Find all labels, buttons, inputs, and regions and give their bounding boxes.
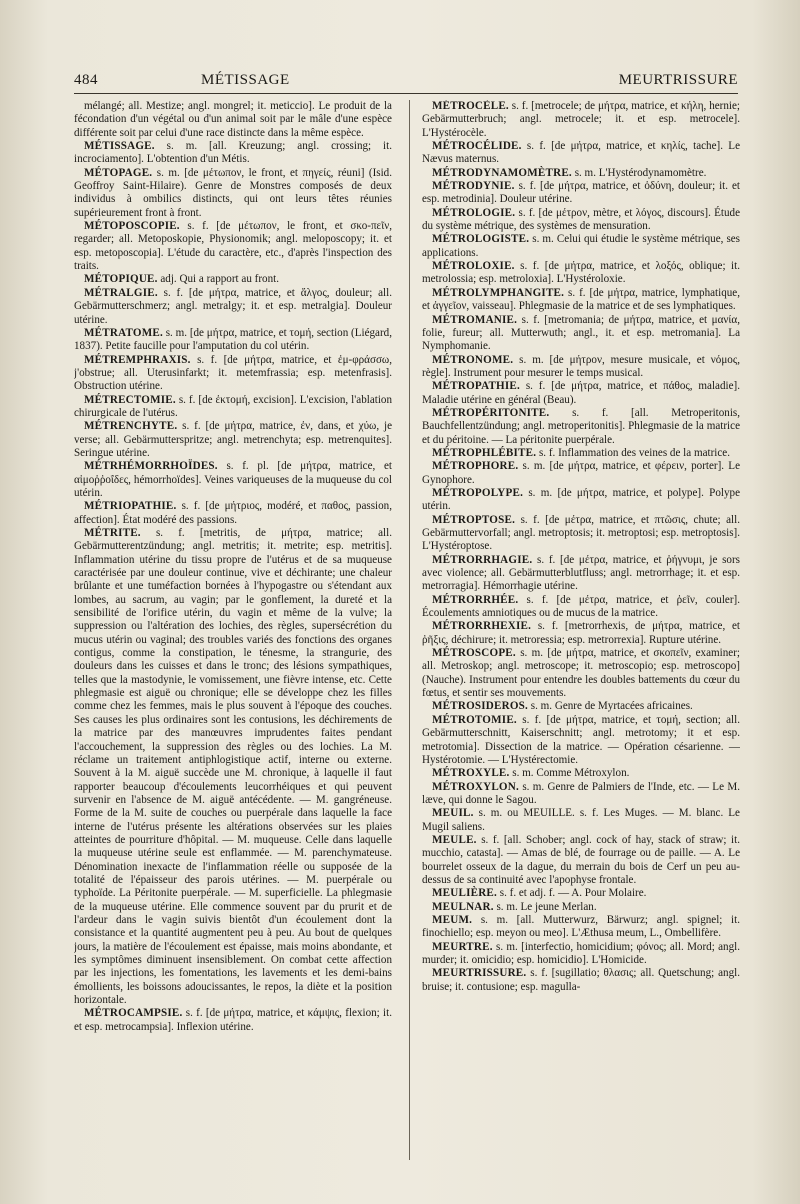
entry-text: s. f. [de μήτρα, matrice, et ὀδύνη, douleur; it. et esp. metrodinia]. Douleur utérine.	[422, 180, 740, 206]
entry-headword: MÉTROLOGIE.	[432, 206, 516, 219]
page-number: 484	[74, 72, 98, 88]
entry-headword: MÉTOPOSCOPIE.	[84, 220, 180, 233]
dictionary-entry	[422, 447, 740, 460]
entry-headword: MÉTROXYLE.	[432, 767, 510, 780]
entry-headword: MÉTRONOME.	[432, 353, 514, 366]
entry-headword: MÉTOPAGE.	[84, 166, 153, 179]
dictionary-entry	[422, 207, 740, 234]
entry-text: s. f. [de μήτρα, matrice, et ἐμ-φράσσω, j'obstrue; all. Uterusinfarkt; it. metemfrassia; esp. metenfrasis]. Obstruction utérine.	[74, 353, 392, 393]
dictionary-entry	[74, 1007, 392, 1034]
entry-text: s. m. ou MEUILLE. s. f. Les Muges. — M. blanc. Le Mugil saliens.	[422, 807, 740, 833]
entry-headword: MÉTROPATHIE.	[432, 380, 520, 393]
dictionary-entry	[422, 460, 740, 487]
dictionary-entry	[422, 714, 740, 767]
dictionary-entry	[74, 420, 392, 460]
dictionary-entry	[74, 354, 392, 394]
entry-text: s. m. Genre de Palmiers de l'Inde, etc. — Le M. læve, qui donne le Sagou.	[422, 780, 740, 806]
dictionary-entry	[74, 500, 392, 527]
entry-text: s. m. [interfectio, homicidium; φόνος; all. Mord; angl. murder; it. omicidio; esp. homicidio]. L'Homicide.	[422, 940, 740, 966]
entry-text: s. f. [de μήτρα, matrice, et κηλίς, tache]. Le Nævus maternus.	[422, 140, 740, 166]
dictionary-entry	[422, 260, 740, 287]
dictionary-entry	[422, 354, 740, 381]
entry-headword: MÉTRODYNIE.	[432, 180, 515, 193]
entry-headword: MEULE.	[432, 833, 477, 846]
column-divider	[409, 100, 410, 1160]
entry-headword: MÉTROPTOSE.	[432, 513, 516, 526]
entry-text: s. f. [de μήτρα, matrice, et ἄλγος, douleur; all. Gebärmutterschmerz; angl. metralgy; it. et esp. metralgia]. Douleur utérine.	[74, 286, 392, 326]
entry-text: s. m. Comme Métroxylon.	[509, 767, 630, 780]
dictionary-entry	[422, 647, 740, 700]
entry-text: s. f. [metromania; de μήτρα, matrice, et μανία, folie, fureur; all. Mutterwuth; angl., it. et esp. metromania]. La Nymphomanie.	[422, 313, 740, 353]
entry-headword: MÉTRORRHEXIE.	[432, 620, 532, 633]
entry-text: s. f. [metrocele; de μήτρα, matrice, et κήλη, hernie; Gebärmutterbruch; angl. metrocele; it. et esp. metrocele]. L'Hystérocèle.	[422, 100, 740, 139]
dictionary-entry	[422, 140, 740, 167]
dictionary-entry	[422, 287, 740, 314]
entry-text: s. f. [all. Schober; angl. cock of hay, stack of straw; it. mucchio, catasta]. — Amas de blé, de fourrage ou de paille. — A. Le bourrelet osseux de la dague, du merrain du bois de Cerf un peu au-dessus de sa continuité avec l'apophyse frontale.	[422, 833, 740, 886]
entry-headword: MÉTRECTOMIE.	[84, 393, 176, 406]
dictionary-entry	[74, 167, 392, 220]
entry-text: s. m. [all. Kreuzung; angl. crossing; it. incrociamento]. L'obtention d'un Métis.	[74, 140, 392, 166]
entry-text: s. m. [de μήτρον, mesure musicale, et νόμος, règle]. Instrument pour mesurer le temps musical.	[422, 353, 740, 379]
entry-text: s. f. [de μήτρα, matrice, ἐν, dans, et χύω, je verse; all. Gebärmutterspritze; angl. metrenchyta; esp. metrenquites]. Seringue utérine.	[74, 420, 392, 459]
entry-text: s. m. [de μήτρα, matrice, et polype]. Polype utérin.	[422, 486, 740, 513]
entry-text: s. m. Genre de Myrtacées africaines.	[528, 700, 693, 713]
dictionary-entry	[74, 220, 392, 273]
entry-text: s. m. [de μήτρα, matrice, et φέρειν, porter]. Le Gynophore.	[422, 460, 740, 486]
entry-text: s. f. [de μήτρα, matrice, et πάθος, maladie]. Maladie utérine en général (Beau).	[422, 380, 740, 406]
dictionary-entry	[422, 167, 740, 180]
left-column	[74, 100, 392, 1200]
entry-headword: MÉTRENCHYTE.	[84, 420, 178, 433]
entry-text: s. f. [de μήτρα, matrice, et λοξός, oblique; it. metrolossia; esp. metroloxia]. L'Hystéroloxie.	[422, 260, 740, 286]
entry-headword: MÉTROPHLÉBITE.	[432, 446, 537, 459]
entry-headword: MÉTROPHORE.	[432, 460, 519, 473]
dictionary-entry	[422, 781, 740, 808]
dictionary-entry	[422, 314, 740, 354]
entry-headword: MÉTROSIDEROS.	[432, 700, 528, 713]
entry-text: s. f. [metritis, de μήτρα, matrice; all. Gebärmutterentzündung; angl. metritis; it. metrite; esp. metritis]. Inflammation utérine du tissu propre de l'utérus et de sa muqueuse caractérisée par une douleur continue, vive et déchirante; une chaleur brûlante et une tuméfaction bornées à l'hypogastre ou s'étendant aux lombes, au sacrum, au vagin; par le gonflement, la dureté et la sensibilité de l'orifice utérin, du vagin et même de la vulve; la suppression ou l'altération des lochies, des règles, supersécrétion du mucus utérin ou vaginal; des troubles variés des fonctions des organes contigus, comme la constipation, le ténesme, la strangurie, des douleurs dans les cuisses et dans le tronc; des lésions sympathiques, telles que la mastodynie, le vomissement, une fièvre intense, etc. Cette phlegmasie est aiguë ou chronique; elle se développe chez les filles comme chez les femmes, mais le plus souvent à l'époque des couches. Ses causes les plus ordinaires sont les contusions, les déchirements de la matrice par des manœuvres imprudentes faites pendant l'accouchement, la suppression des règles ou des lochies. La M. réclame un traitement antiphlogistique actif, interne ou externe. Souvent à la M. aiguë succède une M. chronique, à laquelle il faut rapporter beaucoup d'écoulements leucorrhéiques et qui peuvent survenir en l'absence de M. aiguë antécédente. — M. gangréneuse. Forme de la M. suite de couches ou puerpérale dans laquelle la face interne de l'utérus présente les altérations observées sur les plaies atteintes de pourriture d'hôpital. — M. muqueuse. Celle dans laquelle la muqueuse utérine seule est enflammée. — M. parenchymateuse. Dénomination inexacte de l'inflammation réelle ou supposée de la totalité de l'épaisseur des parois utérines. — M. puerpérale ou typhoïde. La Péritonite puerpérale. — M. superficielle. La phlegmasie de la muqueuse utérine. Elle commence souvent par du prurit et de l'ardeur dans le vagin suivis bientôt d'un écoulement dont la consistance et la quantité augmentent peu à peu. Au bout de quelques jours, la matière de l'écoulement est épaisse, mais moins abondante, et les symptômes diminuent insensiblement. On combat cette affection par les injections, les fomentations, les lavements et les demi-bains émollients, les boissons adoucissantes, le repos, la diète et la position horizontale.	[74, 527, 392, 1007]
dictionary-entry	[422, 594, 740, 621]
entry-headword: MÉTRORRHAGIE.	[432, 553, 533, 566]
entry-headword: MÉTREMPHRAXIS.	[84, 353, 191, 366]
dictionary-entry	[422, 941, 740, 968]
entry-text: s. f. pl. [de μήτρα, matrice, et αἱμοῤῥοΐδες, hémorrhoïdes]. Veines variqueuses de la muqueuse du col utérin.	[74, 460, 392, 499]
entry-headword: MÉTROMANIE.	[432, 313, 518, 326]
dictionary-entry	[422, 487, 740, 514]
entry-text: mélangé; all. Mestize; angl. mongrel; it. meticcio]. Le produit de la fécondation d'un végétal ou d'un animal soit par le mâle d'une espèce différente soit par celui d'une race distincte dans la même espèce.	[74, 100, 392, 139]
dictionary-entry	[74, 527, 392, 1007]
entry-headword: MÉTRALGIE.	[84, 286, 158, 299]
entry-headword: MÉTROCÈLE.	[432, 100, 509, 112]
entry-text: s. m. [de μέτωπον, le front, et πηγείς, réuni] (Isid. Geoffroy Saint-Hilaire). Genre de Monstres composés de deux individus à ombilics distincts, qui ont leurs têtes réunies supérieurement front à front.	[74, 166, 392, 219]
dictionary-entry	[74, 460, 392, 500]
entry-text: s. f. [de μήτρα, matrice, et τομή, section; all. Gebärmutterschnitt, Kaiserschnitt; angl. metrotomy; it et esp. metrotomia]. Dissection de la matrice. — Opération césarienne. — Hystérotomie. — L'Hystérectomie.	[422, 713, 740, 766]
dictionary-entry	[74, 287, 392, 327]
entry-text: adj. Qui a rapport au front.	[157, 273, 279, 286]
entry-text: s. f. [de μήτριος, modéré, et παθος, passion, affection]. État modéré des passions.	[74, 500, 392, 526]
dictionary-entry	[74, 140, 392, 167]
header-rule	[74, 93, 738, 94]
entry-headword: MEURTRISSURE.	[432, 967, 527, 980]
entry-headword: MÉTRORRHÉE.	[432, 593, 519, 606]
dictionary-entry	[422, 180, 740, 207]
entry-text: s. f. Inflammation des veines de la matrice.	[536, 446, 730, 459]
dictionary-entry	[422, 407, 740, 447]
entry-headword: MÉTROLOGISTE.	[432, 233, 530, 246]
dictionary-entry	[422, 514, 740, 554]
dictionary-entry	[422, 620, 740, 647]
left-running-head: MÉTISSAGE	[201, 72, 290, 88]
dictionary-entry	[74, 327, 392, 354]
dictionary-entry	[422, 380, 740, 407]
entry-text: s. m. [all. Mutterwurz, Bärwurz; angl. spignel; it. finochiello; esp. meyon ou meo]. L'Æthusa meum, L., Ombellifère.	[422, 913, 740, 940]
entry-text: s. m. Celui qui étudie le système métrique, ses applications.	[422, 233, 740, 259]
entry-headword: MEUM.	[432, 913, 473, 926]
entry-headword: MEUIL.	[432, 807, 474, 820]
entry-text: s. f. [de μέτρα, matrice, et πτῶσις, chute; all. Gebärmuttervorfall; angl. metroptosis; it. metroptosi; esp. metroptosis]. L'Hystéroptose.	[422, 513, 740, 553]
dictionary-entry	[422, 887, 740, 900]
entry-text: s. f. [all. Metroperitonis, Bauchfellentzündung; angl. metroperitonitis]. Phlegmasie de la matrice et du péritoine. — La péritonite puerpérale.	[422, 406, 740, 446]
entry-headword: MÉTROPÉRITONITE.	[432, 406, 550, 419]
entry-headword: MÉTROCAMPSIE.	[84, 1007, 183, 1020]
dictionary-entry	[422, 100, 740, 140]
entry-text: s. f. [de μέτωπον, le front, et σκο-πεῖν, regarder; all. Metoposkopie, Physionomik; angl. meloposcopy; it. et esp. metoposcopia]. L'étude du caractère, etc., d'après l'inspection des traits.	[74, 220, 392, 273]
entry-headword: MÉTRODYNAMOMÈTRE.	[432, 166, 572, 179]
dictionary-entry	[422, 554, 740, 594]
dictionary-entry	[74, 273, 392, 286]
entry-headword: MÉTRATOME.	[84, 326, 163, 339]
entry-headword: MÉTROLOXIE.	[432, 260, 515, 273]
entry-text: s. f. [metrorrhexis, de μήτρα, matrice, et ῥῆξις, déchirure; it. metroressia; esp. metrorrexia]. Rupture utérine.	[422, 620, 740, 646]
entry-headword: MEULIÈRE.	[432, 887, 497, 900]
dictionary-entry	[422, 914, 740, 941]
entry-text: s. m. L'Hystérodynamomètre.	[571, 166, 707, 179]
entry-headword: MÉTRIOPATHIE.	[84, 500, 177, 513]
entry-headword: MÉTROTOMIE.	[432, 713, 517, 726]
entry-text: s. f. et adj. f. — A. Pour Molaire.	[496, 887, 647, 900]
right-running-head: MEURTRISSURE	[618, 72, 738, 88]
entry-text: s. f. [de μήτρα, matrice, et κάμψις, flexion; it. et esp. metrocampsia]. Inflexion utérine.	[74, 1007, 392, 1033]
dictionary-entry	[422, 807, 740, 834]
entry-headword: MEURTRE.	[432, 940, 493, 953]
entry-text: s. f. [de μέτρα, matrice, et ῥεῖν, couler]. Écoulements amniotiques ou de mucus de la matrice.	[422, 593, 740, 620]
dictionary-entry	[422, 901, 740, 914]
entry-text: s. m. Le jeune Merlan.	[493, 900, 597, 913]
entry-headword: MÉTROSCOPE.	[432, 647, 516, 660]
entry-headword: MÉTROCÉLIDE.	[432, 140, 522, 153]
entry-text: s. f. [de μέτρον, mètre, et λόγος, discours]. Étude du système métrique, des systèmes de mensuration.	[422, 206, 740, 233]
entry-headword: MÉTOPIQUE.	[84, 273, 158, 286]
entry-text: s. f. [de μήτρα, matrice, lymphatique, et ἀγγεῖον, vaisseau]. Phlegmasie de la matrice et de ses lymphatiques.	[422, 286, 740, 313]
entry-text: s. f. [de μέτρα, matrice, et ῥήγνυμι, je sors avec violence; all. Gebärmutterblutfluss; angl. metrorrhage; it. et esp. metrorragia]. Hémorrhagie utérine.	[422, 553, 740, 593]
entry-text: s. f. [sugillatio; θλασις; all. Quetschung; angl. bruise; it. contusione; esp. magulla-	[422, 967, 740, 993]
dictionary-entry	[422, 967, 740, 994]
dictionary-entry	[422, 834, 740, 887]
dictionary-entry	[422, 700, 740, 713]
entry-text: s. f. [de ἐκτομή, excision]. L'excision, l'ablation chirurgicale de l'utérus.	[74, 393, 392, 419]
dictionary-entry	[422, 767, 740, 780]
dictionary-entry	[74, 394, 392, 421]
entry-headword: MÉTROLYMPHANGITE.	[432, 286, 565, 299]
entry-text: s. m. [de μήτρα, matrice, et τομή, section (Liégard, 1837). Petite faucille pour l'amputation du col utérin.	[74, 326, 392, 353]
entry-headword: MÉTRITE.	[84, 527, 141, 539]
entry-headword: MÉTROXYLON.	[432, 780, 519, 793]
running-header	[74, 72, 738, 94]
entry-headword: MÉTROPOLYPE.	[432, 486, 524, 499]
dictionary-entry	[74, 100, 392, 140]
right-column	[422, 100, 740, 1200]
entry-text: s. m. [de μήτρα, matrice, et σκοπεῖν, examiner; all. Metroskop; angl. metroscope; it. metroscopio; esp. metroscopo] (Nauche). Instrument pour entendre les doubles battements du cœur du fœtus, et sentir ses mouvements.	[422, 647, 740, 700]
entry-headword: MEULNAR.	[432, 900, 494, 913]
entry-headword: MÉTRHÉMORRHOÏDES.	[84, 460, 218, 473]
dictionary-entry	[422, 233, 740, 260]
entry-headword: MÉTISSAGE.	[84, 140, 155, 153]
